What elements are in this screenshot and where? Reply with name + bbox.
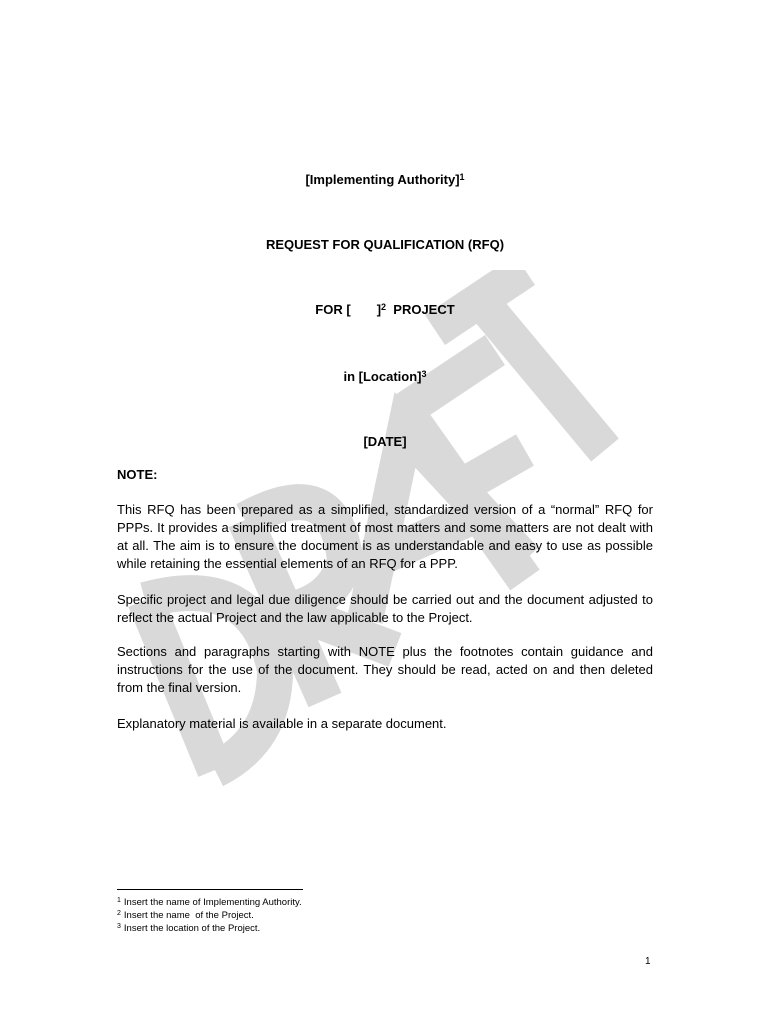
footnote-1-ref: 1 — [117, 897, 121, 904]
footnote-separator — [117, 889, 303, 890]
footnote-1 — [117, 897, 302, 909]
footnote-2 — [117, 910, 254, 922]
rfq-title: REQUEST FOR QUALIFICATION (RFQ) — [265, 237, 505, 252]
for-prefix: FOR [ — [315, 302, 351, 317]
note-paragraph-3: Sections and paragraphs starting with NOTE plus the footnotes contain guidance and instructions for the use of the document. They should be read, acted on and then deleted from the final version. — [117, 644, 653, 695]
location-text: in [Location] — [343, 369, 422, 384]
footnote-ref-3[interactable]: 3 — [421, 369, 427, 379]
location-heading — [0, 369, 770, 385]
footnote-2-ref: 2 — [117, 910, 121, 917]
date-heading: [DATE] — [363, 434, 407, 449]
footnote-3-ref: 3 — [117, 923, 121, 930]
project-word: PROJECT — [393, 302, 455, 317]
footnote-ref-2[interactable]: 2 — [381, 302, 387, 312]
for-bracket-close: ] — [376, 302, 382, 317]
footnote-3 — [117, 923, 260, 935]
footnote-2-text: Insert the name of the Project. — [123, 910, 254, 921]
note-heading: NOTE: — [117, 467, 158, 482]
implementing-authority-heading — [0, 172, 770, 188]
project-heading — [0, 302, 770, 318]
footnote-ref-1[interactable]: 1 — [459, 172, 465, 182]
page-number: 1 — [645, 956, 651, 967]
note-paragraph-2: Specific project and legal due diligence should be carried out and the document adjusted to reflect the actual Project and the law applicable to the Project. — [117, 592, 653, 625]
note-paragraph-1: This RFQ has been prepared as a simplified, standardized version of a “normal” RFQ for PPPs. It provides a simplified treatment of most matters and some matters are not dealt with at all. The aim is to ensure the document is as understandable and easy to use as possible while retaining the essential elements of an RFQ for a PPP. — [117, 502, 653, 571]
authority-text: [Implementing Authority] — [305, 172, 460, 187]
footnote-3-text: Insert the location of the Project. — [123, 923, 261, 934]
note-paragraph-4: Explanatory material is available in a separate document. — [117, 716, 447, 731]
footnote-1-text: Insert the name of Implementing Authority. — [123, 897, 302, 908]
